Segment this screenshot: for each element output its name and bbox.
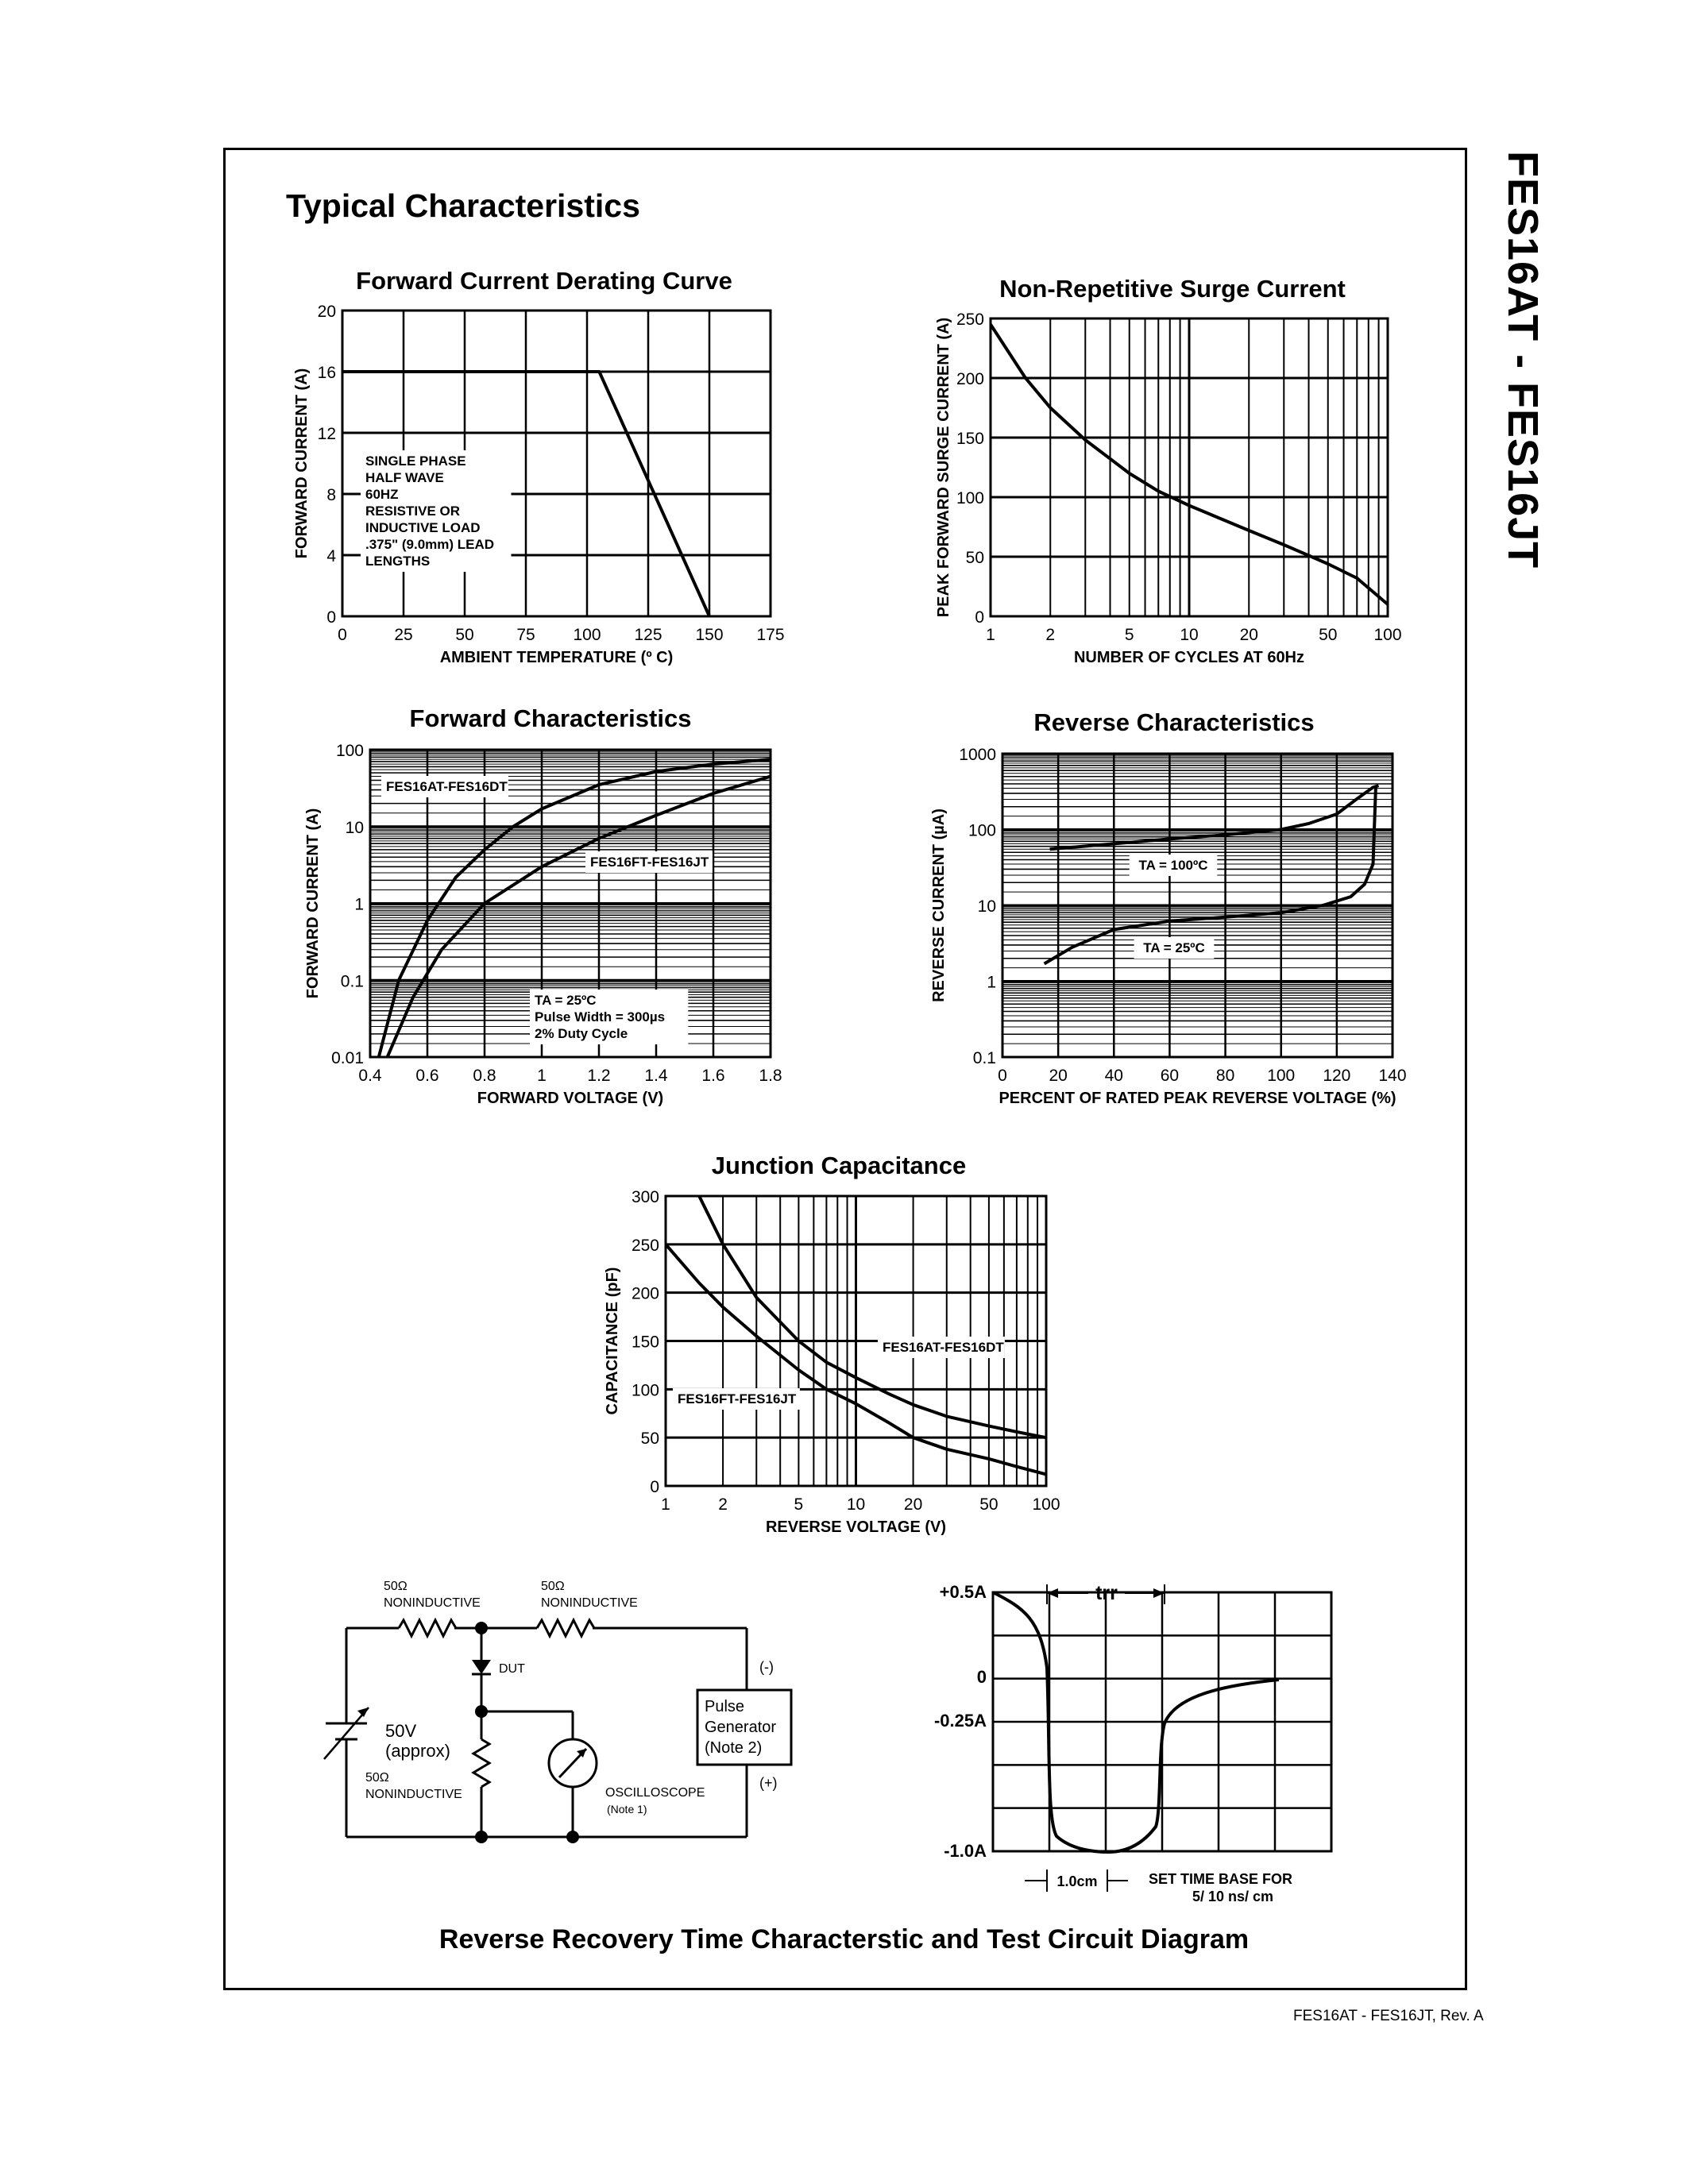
derating-x-tick-label: 50 [455, 626, 474, 644]
capacitance-y-tick-label: 200 [631, 1284, 659, 1303]
dut-diode [472, 1660, 491, 1674]
time-base-note: 5/ 10 ns/ cm [1192, 1889, 1274, 1904]
junction-dot [566, 1831, 579, 1843]
recovery-waveform-chart [934, 1582, 1331, 1904]
reverse-x-tick-label: 80 [1215, 1067, 1235, 1085]
capacitance-y-tick-label: 150 [631, 1333, 659, 1352]
derating-conditions-note: HALF WAVE [365, 470, 444, 485]
reverse-x-tick-label: 140 [1378, 1067, 1407, 1085]
surge-y-tick-label: 250 [956, 311, 984, 329]
reverse-x-tick-label: 40 [1104, 1067, 1123, 1085]
r1-value: 50Ω [384, 1580, 408, 1593]
time-base-note: SET TIME BASE FOR [1149, 1871, 1293, 1887]
side-title-text: FES16AT - FES16JT [1499, 151, 1547, 569]
capacitance-y-axis-label: CAPACITANCE (pF) [604, 1267, 621, 1415]
forward-x-tick-label: 0.8 [473, 1067, 496, 1085]
forward-y-tick-label: 10 [345, 818, 364, 837]
forward-x-tick-label: 1.8 [759, 1067, 782, 1085]
footer-revision: FES16AT - FES16JT, Rev. A [1293, 2008, 1484, 2024]
reverse-title: Reverse Characteristics [1033, 708, 1315, 736]
reverse-y-tick-label: 1 [987, 973, 996, 992]
reverse-series-label-2: TA = 25ºC [1143, 940, 1205, 955]
forward-y-tick-label: 100 [335, 742, 364, 760]
derating-x-axis-label: AMBIENT TEMPERATURE (º C) [439, 649, 674, 666]
reverse-y-tick-label: 100 [968, 821, 996, 840]
surge-title: Non-Repetitive Surge Current [999, 275, 1346, 303]
reverse-x-tick-label: 0 [998, 1067, 1007, 1085]
derating-title: Forward Current Derating Curve [356, 267, 732, 295]
recovery-y-label: +0.5A [939, 1582, 987, 1602]
derating-conditions-note: LENGTHS [365, 554, 431, 569]
reverse-x-axis-label: PERCENT OF RATED PEAK REVERSE VOLTAGE (%) [999, 1090, 1396, 1107]
r3-value: 50Ω [365, 1771, 389, 1785]
capacitance-x-tick-label: 20 [903, 1495, 923, 1514]
surge-x-axis-label: NUMBER OF CYCLES AT 60Hz [1073, 649, 1305, 666]
derating-conditions-note: INDUCTIVE LOAD [365, 520, 481, 535]
forward-x-tick-label: 0.4 [358, 1067, 382, 1085]
forward-x-tick-label: 1.6 [701, 1067, 725, 1085]
reverse-series-line-1 [1050, 785, 1379, 849]
derating-conditions-note: 60HZ [365, 487, 399, 502]
reverse-x-tick-label: 100 [1267, 1067, 1296, 1085]
generator-plus-terminal: (+) [759, 1775, 778, 1791]
recovery-caption: Reverse Recovery Time Characterstic and Test Circuit Diagram [438, 1924, 1250, 1954]
capacitance-y-tick-label: 300 [631, 1188, 659, 1206]
forward-series-label-2: FES16FT-FES16JT [590, 855, 709, 870]
forward-y-tick-label: 0.01 [331, 1049, 364, 1067]
surge-y-axis-label: PEAK FORWARD SURGE CURRENT (A) [935, 317, 952, 618]
forward-y-tick-label: 1 [354, 895, 364, 914]
capacitance-y-tick-label: 100 [631, 1381, 659, 1400]
trr-label: trr [1095, 1582, 1118, 1604]
scale-label: 1.0cm [1056, 1873, 1098, 1889]
capacitance-x-tick-label: 100 [1032, 1495, 1060, 1514]
forward-x-tick-label: 0.6 [415, 1067, 439, 1085]
reverse-x-tick-label: 120 [1323, 1067, 1351, 1085]
reverse-series-label-1: TA = 100ºC [1138, 858, 1208, 873]
derating-conditions-note: .375" (9.0mm) LEAD [365, 537, 495, 552]
forward-x-tick-label: 1.4 [644, 1067, 668, 1085]
surge-y-tick-label: 50 [965, 549, 984, 567]
forward-x-tick-label: 1.2 [587, 1067, 611, 1085]
capacitance-series-label-2: FES16FT-FES16JT [678, 1391, 797, 1406]
forward-conditions-note: TA = 25ºC [535, 993, 597, 1008]
derating-y-tick-label: 0 [326, 608, 336, 627]
capacitance-series-label-1: FES16AT-FES16DT [883, 1340, 1004, 1355]
pulse-generator-label: (Note 2) [705, 1739, 763, 1757]
forward-conditions-note: Pulse Width = 300µs [535, 1009, 666, 1024]
capacitance-y-tick-label: 250 [631, 1236, 659, 1255]
capacitance-chart [604, 1152, 1060, 1536]
forward-series-label-1: FES16AT-FES16DT [386, 779, 508, 794]
forward-title: Forward Characteristics [409, 704, 692, 732]
reverse-chart [930, 708, 1407, 1107]
derating-x-tick-label: 125 [634, 626, 662, 644]
forward-x-tick-label: 1 [537, 1067, 547, 1085]
derating-x-tick-label: 150 [695, 626, 724, 644]
forward-y-tick-label: 0.1 [340, 972, 364, 991]
reverse-x-tick-label: 20 [1049, 1067, 1068, 1085]
surge-x-tick-label: 10 [1180, 626, 1199, 644]
derating-conditions-note: RESISTIVE OR [365, 504, 461, 519]
derating-y-tick-label: 16 [317, 364, 336, 382]
generator-minus-terminal: (-) [759, 1659, 774, 1675]
derating-chart [293, 267, 785, 666]
r3-type: NONINDUCTIVE [365, 1788, 462, 1801]
surge-x-tick-label: 2 [1045, 626, 1056, 644]
surge-x-tick-label: 100 [1373, 626, 1402, 644]
reverse-y-tick-label: 0.1 [972, 1049, 996, 1067]
surge-y-tick-label: 0 [975, 608, 984, 627]
derating-x-tick-label: 25 [394, 626, 413, 644]
surge-y-tick-label: 200 [956, 370, 984, 388]
resistor-r3 [473, 1739, 489, 1787]
reverse-y-tick-label: 1000 [959, 746, 996, 764]
battery-variable-arrowhead [357, 1707, 369, 1717]
pulse-generator-label: Pulse [705, 1698, 745, 1715]
oscilloscope-note: (Note 1) [607, 1803, 647, 1815]
source-note: (approx) [385, 1741, 450, 1761]
derating-x-tick-label: 0 [338, 626, 347, 644]
derating-y-tick-label: 20 [317, 303, 336, 321]
derating-x-tick-label: 175 [756, 626, 785, 644]
derating-y-tick-label: 4 [326, 547, 336, 565]
r1-type: NONINDUCTIVE [384, 1596, 481, 1610]
derating-x-tick-label: 100 [573, 626, 601, 644]
derating-conditions-note: SINGLE PHASE [365, 453, 466, 469]
dut-label: DUT [499, 1662, 525, 1676]
junction-dot [475, 1831, 488, 1843]
oscilloscope-label: OSCILLOSCOPE [605, 1786, 705, 1800]
pulse-generator-label: Generator [705, 1719, 777, 1736]
forward-chart [304, 704, 782, 1107]
capacitance-title: Junction Capacitance [711, 1152, 967, 1179]
surge-x-tick-label: 50 [1319, 626, 1338, 644]
forward-y-axis-label: FORWARD CURRENT (A) [304, 808, 322, 999]
reverse-y-axis-label: REVERSE CURRENT (µA) [930, 808, 948, 1002]
recovery-y-label: -0.25A [933, 1711, 987, 1731]
forward-conditions-note: 2% Duty Cycle [535, 1026, 628, 1041]
capacitance-y-tick-label: 50 [640, 1430, 659, 1449]
capacitance-x-axis-label: REVERSE VOLTAGE (V) [765, 1518, 947, 1536]
recovery-y-label: -1.0A [944, 1841, 987, 1861]
test-circuit-diagram [324, 1580, 791, 1843]
r2-value: 50Ω [541, 1580, 565, 1593]
forward-x-axis-label: FORWARD VOLTAGE (V) [477, 1090, 664, 1107]
capacitance-x-tick-label: 1 [661, 1495, 670, 1514]
surge-chart [935, 275, 1402, 666]
capacitance-x-tick-label: 50 [979, 1495, 999, 1514]
derating-y-axis-label: FORWARD CURRENT (A) [293, 368, 311, 559]
derating-y-tick-label: 8 [326, 486, 336, 504]
reverse-x-tick-label: 60 [1160, 1067, 1180, 1085]
capacitance-y-tick-label: 0 [650, 1478, 659, 1496]
surge-x-tick-label: 1 [986, 626, 995, 644]
capacitance-x-tick-label: 10 [846, 1495, 866, 1514]
surge-y-tick-label: 100 [956, 489, 984, 507]
recovery-y-label: 0 [976, 1667, 987, 1687]
surge-x-tick-label: 5 [1124, 626, 1134, 644]
resistor-r2 [537, 1620, 594, 1636]
surge-x-tick-label: 20 [1239, 626, 1258, 644]
resistor-r1 [399, 1620, 456, 1636]
reverse-y-tick-label: 10 [977, 897, 996, 916]
capacitance-x-tick-label: 5 [794, 1495, 804, 1514]
derating-x-tick-label: 75 [516, 626, 535, 644]
capacitance-x-tick-label: 2 [718, 1495, 728, 1514]
r2-type: NONINDUCTIVE [541, 1596, 638, 1610]
surge-y-tick-label: 150 [956, 430, 984, 448]
derating-y-tick-label: 12 [317, 425, 336, 443]
section-title: Typical Characteristics [286, 187, 640, 224]
source-voltage: 50V [385, 1721, 417, 1741]
